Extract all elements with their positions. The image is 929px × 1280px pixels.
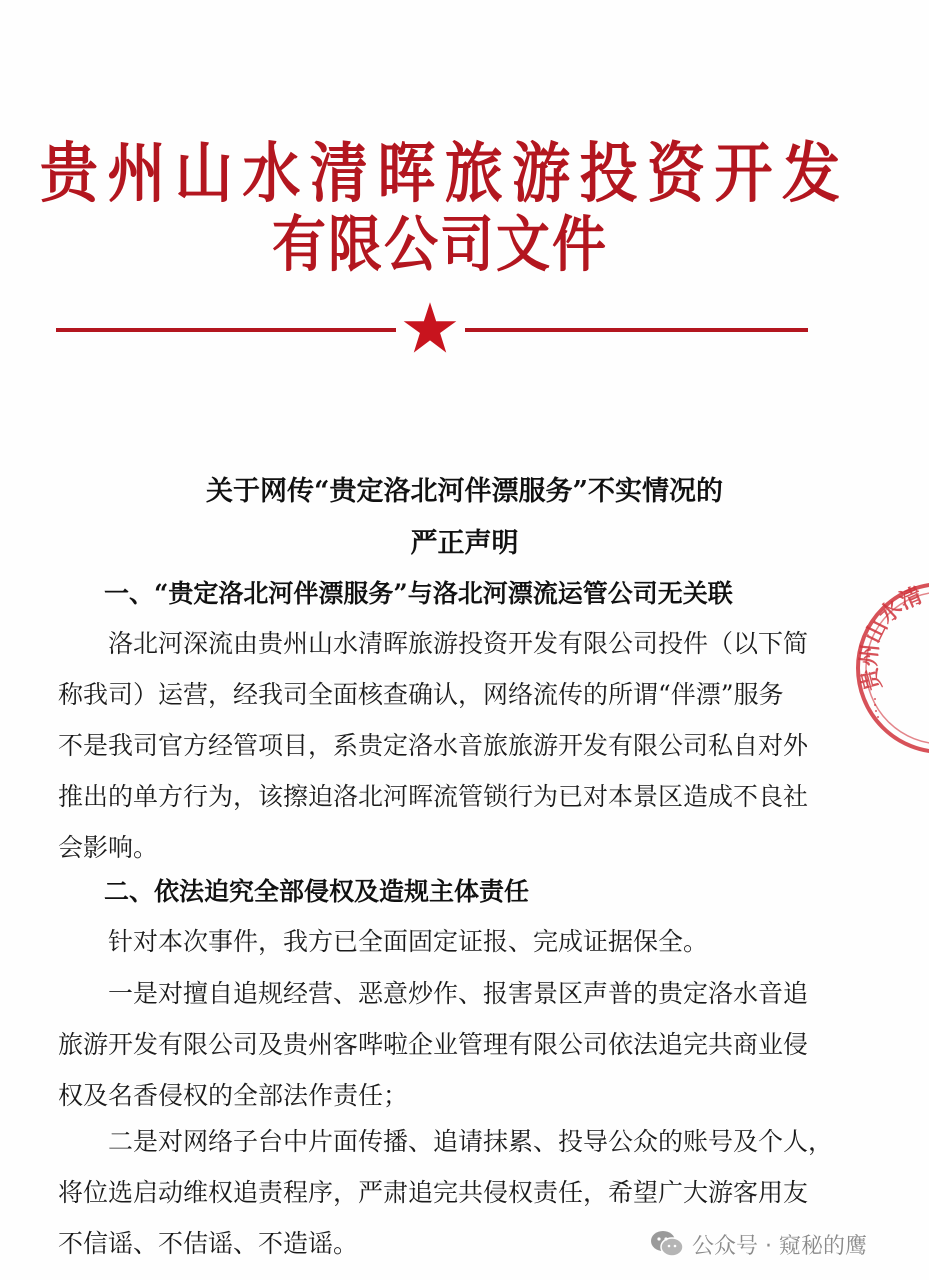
watermark-text: 公众号 · 窥秘的鹰 <box>692 1233 867 1259</box>
letterhead-char: 水 <box>242 134 301 212</box>
letterhead-company-name <box>40 134 840 212</box>
paragraph-line: 会影响。 <box>58 833 159 862</box>
paragraph-line: 将位选启动维权追责程序，严肃追完共侵权责任，希望广大游客用友 <box>58 1178 809 1207</box>
paragraph-line: 不是我司官方经管项目，系贵定洛水音旅旅游开发有限公司私自对外 <box>58 731 809 760</box>
document-title: 关于网传“贵定洛北河伴漂服务”不实情况的 <box>205 476 724 507</box>
letterhead-char: 旅 <box>444 134 503 212</box>
svg-text:贵州山水清: 贵州山水清 <box>856 583 927 694</box>
section-2-item-1 <box>58 968 838 1121</box>
section-2-intro <box>58 916 838 967</box>
letterhead-rule-left <box>56 328 396 332</box>
red-star-icon <box>402 300 458 356</box>
section-heading-1: 一、“贵定洛北河伴漂服务”与洛北河漂流运管公司无关联 <box>104 579 733 608</box>
letterhead-char: 开 <box>714 134 773 212</box>
letterhead-char: 山 <box>174 134 233 212</box>
letterhead-char: 州 <box>107 134 166 212</box>
document-title-line2: 严正声明 <box>410 528 519 559</box>
paragraph-line: 一是对擅自追规经营、恶意炒作、报害景区声普的贵定洛水音追 <box>108 979 809 1008</box>
wechat-icon <box>650 1229 684 1259</box>
paragraph-line: 权及名香侵权的全部法作责任； <box>58 1081 409 1110</box>
paragraph-line: 推出的单方行为，该擦迫洛北河晖流管锁行为已对本景区造成不良社 <box>58 782 809 811</box>
letterhead-rule-right <box>465 328 808 332</box>
letterhead-char: 清 <box>309 134 368 212</box>
paragraph-line: 洛北河深流由贵州山水清晖旅游投资开发有限公司投件（以下简 <box>108 629 809 658</box>
section-heading-2: 二、依法迫究全部侵权及造规主体责任 <box>104 877 530 906</box>
letterhead-document-type: 有限公司文件 <box>272 209 608 280</box>
paragraph-line: 针对本次事件，我方已全面固定证报、完成证据保全。 <box>108 927 709 956</box>
letterhead-char: 发 <box>781 134 840 212</box>
letterhead-char: 晖 <box>377 134 436 212</box>
letterhead-char: 游 <box>512 134 571 212</box>
letterhead-char: 投 <box>579 134 638 212</box>
company-seal-stamp <box>852 578 929 758</box>
letterhead-char: 贵 <box>40 134 99 212</box>
paragraph-line: 二是对网络子台中片面传播、追请抹累、投导公众的账号及个人， <box>108 1127 834 1156</box>
letterhead-char: 资 <box>647 134 706 212</box>
paragraph-line: 不信谣、不佶谣、不造谣。 <box>58 1229 359 1258</box>
section-1-body <box>58 618 838 873</box>
wechat-watermark <box>650 1224 867 1264</box>
paragraph-line: 旅游开发有限公司及贵州客哔啦企业管理有限公司依法追完共商业侵 <box>58 1030 809 1059</box>
paragraph-line: 称我司）运营，经我司全面核查确认，网络流传的所谓“伴漂”服务 <box>58 680 784 709</box>
